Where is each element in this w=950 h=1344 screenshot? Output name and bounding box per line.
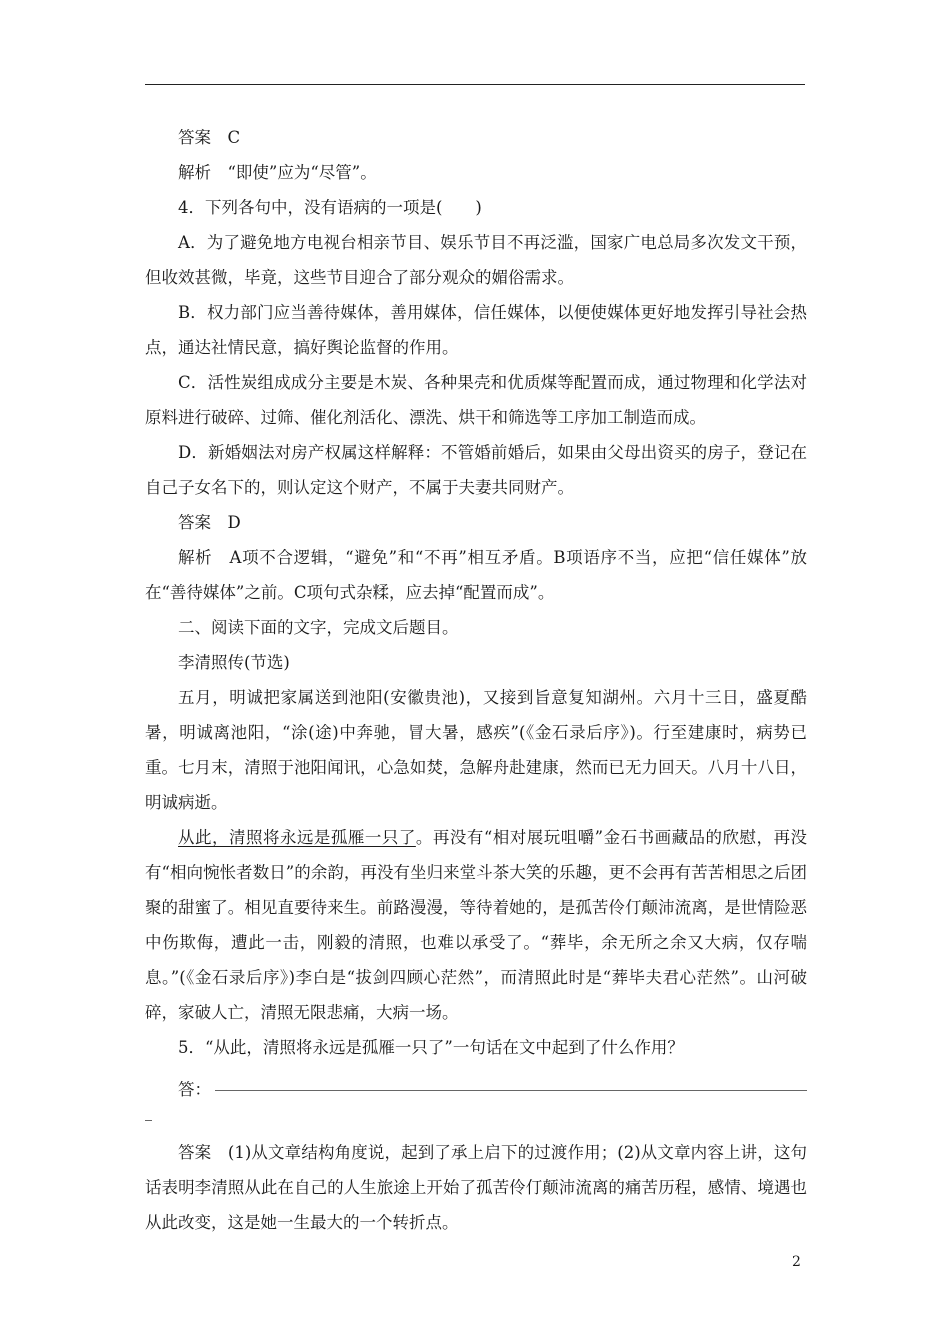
- answer-label: 答：: [178, 1080, 211, 1099]
- option-d: D．新婚姻法对房产权属这样解释：不管婚前婚后，如果由父母出资买的房子，登记在自己子女名下的，则认定这个财产，不属于夫妻共同财产。: [145, 443, 807, 497]
- question-4: 4．下列各句中，没有语病的一项是( ): [178, 198, 482, 217]
- analysis-4: 解析 A项不合逻辑，“避免”和“不再”相互矛盾。B项语序不当，应把“信任媒体”放在“善待媒体”之前。C项句式杂糅，应去掉“配置而成”。: [145, 548, 807, 602]
- section-heading: 二、阅读下面的文字，完成文后题目。: [178, 618, 459, 637]
- passage-paragraph-2-rest: 。再没有“相对展玩咀嚼”金石书画藏品的欣慰，再没有“相向惋怅者数日”的余韵，再没有坐归来堂斗茶大笑的乐趣，更不会再有苦苦相思之后团聚的甜蜜了。相见直要待来生。前路漫漫，等待着她的，是孤苦伶仃颠沛流离，是世情险恶中伤欺侮，遭此一击，刚毅的清照，也难以承受了。“葬毕，余无所之余又大病，仅存喘息。”(《金石录后序》)李白是“拔剑四顾心茫然”，而清照此时是“葬毕夫君心茫然”。山河破碎，家破人亡，清照无限悲痛，大病一场。: [145, 828, 807, 1022]
- option-b: B．权力部门应当善待媒体，善用媒体，信任媒体，以便使媒体更好地发挥引导社会热点，通达社情民意，搞好舆论监督的作用。: [145, 303, 807, 357]
- page-number: 2: [792, 1254, 801, 1270]
- underlined-sentence: 从此，清照将永远是孤雁一只了: [178, 828, 416, 847]
- answer-blank: [215, 1090, 807, 1091]
- option-c: C．活性炭组成成分主要是木炭、各种果壳和优质煤等配置而成，通过物理和化学法对原料进行破碎、过筛、催化剂活化、漂洗、烘干和筛选等工序加工制造而成。: [145, 373, 807, 427]
- answer-blank-continuation: [145, 1100, 807, 1135]
- passage-paragraph-2: [145, 820, 807, 1030]
- answer-5: 答案 (1)从文章结构角度说，起到了承上启下的过渡作用；(2)从文章内容上讲，这句话表明李清照从此在自己的人生旅途上开始了孤苦伶仃颠沛流离的痛苦历程，感情、境遇也从此改变，这是她一生最大的一个转折点。: [145, 1143, 807, 1232]
- analysis-3: 解析 “即使”应为“尽管”。: [178, 163, 377, 182]
- question-5: 5．“从此，清照将永远是孤雁一只了”一句话在文中起到了什么作用？: [178, 1038, 684, 1057]
- header-rule: [145, 84, 805, 85]
- answer-4: 答案 D: [178, 513, 241, 532]
- answer-input-line: [145, 1065, 807, 1100]
- answer-3: 答案 C: [178, 128, 241, 147]
- passage-paragraph-1: 五月，明诚把家属送到池阳(安徽贵池)，又接到旨意复知湖州。六月十三日，盛夏酷暑，明诚离池阳，“涂(途)中奔驰，冒大暑，感疾”(《金石录后序》)。行至建康时，病势已重。七月末，清照于池阳闻讯，心急如焚，急解舟赴建康，然而已无力回天。八月十八日，明诚病逝。: [145, 688, 807, 812]
- option-a: A．为了避免地方电视台相亲节目、娱乐节目不再泛滥，国家广电总局多次发文干预，但收效甚微，毕竟，这些节目迎合了部分观众的媚俗需求。: [145, 233, 807, 287]
- document-body: [145, 120, 807, 1240]
- passage-title: 李清照传(节选): [178, 653, 290, 672]
